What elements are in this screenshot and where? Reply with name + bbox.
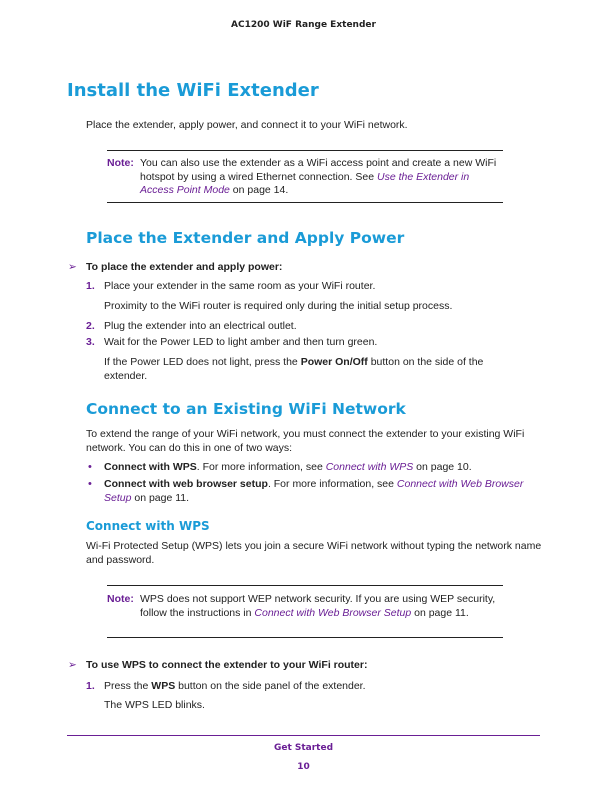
- step-number: 1.: [86, 280, 95, 292]
- step-text-after: button on the side panel of the extender.: [175, 680, 366, 692]
- bullet-after: on page 11.: [131, 491, 190, 504]
- step-number: 3.: [86, 336, 95, 348]
- subsection-heading-wps: Connect with WPS: [86, 519, 210, 533]
- section-heading-connect: Connect to an Existing WiFi Network: [86, 400, 406, 418]
- note-block: [107, 593, 503, 619]
- footer-section: Get Started: [273, 743, 334, 753]
- procedure-label: To use WPS to connect the extender to your WiFi router:: [86, 659, 368, 671]
- note-label: Note:: [107, 157, 134, 169]
- subsection-intro: Wi-Fi Protected Setup (WPS) lets you join a secure WiFi network without typing the network name and password.: [86, 540, 542, 566]
- detail-text: If the Power LED does not light, press the: [104, 356, 301, 368]
- section-heading-place: Place the Extender and Apply Power: [86, 229, 405, 247]
- step-number: 1.: [86, 680, 95, 692]
- wps-button-label: WPS: [151, 680, 176, 692]
- note-block: [107, 157, 503, 196]
- note-text-after: on page 11.: [411, 606, 469, 619]
- section-intro: To extend the range of your WiFi network, you must connect the extender to your existing WiFi network. You can do this in one of two ways:: [86, 428, 525, 454]
- note-text-after: on page 14.: [229, 184, 289, 196]
- note-link[interactable]: Connect with Web Browser Setup: [254, 606, 412, 619]
- step-text-before: Press the: [104, 680, 152, 692]
- note-bottom-rule: [107, 637, 503, 638]
- power-button-label: Power On/Off: [300, 356, 368, 368]
- page-number: 10: [297, 762, 310, 772]
- step-text: Place your extender in the same room as your WiFi router.: [104, 280, 376, 292]
- intro-paragraph: Place the extender, apply power, and connect it to your WiFi network.: [86, 119, 408, 131]
- note-body: [140, 593, 500, 620]
- bullet-item: [104, 478, 524, 505]
- note-link[interactable]: Use the Extender in Access Point Mode: [140, 170, 470, 196]
- bullet-icon: •: [88, 478, 92, 490]
- bullet-text: . For more information, see: [196, 461, 326, 473]
- note-text: WPS does not support WEP network security. If you are using WEP security, follow the instructions in: [140, 593, 496, 619]
- bullet-link[interactable]: Connect with WPS: [325, 461, 414, 473]
- detail-text-after: button on the side of the extender.: [104, 356, 484, 382]
- running-header: AC1200 WiF Range Extender: [231, 20, 376, 30]
- step-number: 2.: [86, 320, 95, 332]
- bullet-text: . For more information, see: [267, 478, 397, 490]
- bullet-after: on page 10.: [413, 461, 472, 473]
- bullet-link[interactable]: Connect with Web Browser Setup: [104, 478, 524, 504]
- step-detail: [104, 356, 524, 383]
- step-detail: Proximity to the WiFi router is required only during the initial setup process.: [104, 300, 453, 312]
- note-top-rule: [107, 150, 503, 151]
- arrow-icon: ➢: [68, 659, 77, 671]
- note-bottom-rule: [107, 202, 503, 203]
- bullet-item: [104, 461, 534, 475]
- step-text: Wait for the Power LED to light amber and then turn green.: [104, 336, 378, 348]
- bullet-bold: Connect with web browser setup: [104, 478, 268, 490]
- procedure-label: To place the extender and apply power:: [86, 261, 283, 273]
- step-text: [104, 680, 366, 694]
- bullet-bold: Connect with WPS: [104, 461, 197, 473]
- step-detail: The WPS LED blinks.: [104, 699, 205, 711]
- bullet-icon: •: [88, 461, 92, 473]
- procedure-heading: [68, 261, 282, 273]
- page-title: Install the WiFi Extender: [67, 80, 319, 101]
- procedure-heading: [68, 659, 367, 671]
- note-label: Note:: [107, 593, 134, 605]
- step-text: Plug the extender into an electrical outlet.: [104, 320, 297, 332]
- note-body: [140, 157, 500, 198]
- footer-rule: [67, 735, 540, 736]
- note-top-rule: [107, 585, 503, 586]
- arrow-icon: ➢: [68, 261, 77, 273]
- note-text: You can also use the extender as a WiFi access point and create a new WiFi hotspot by using a wired Ethernet connection. See: [140, 157, 497, 183]
